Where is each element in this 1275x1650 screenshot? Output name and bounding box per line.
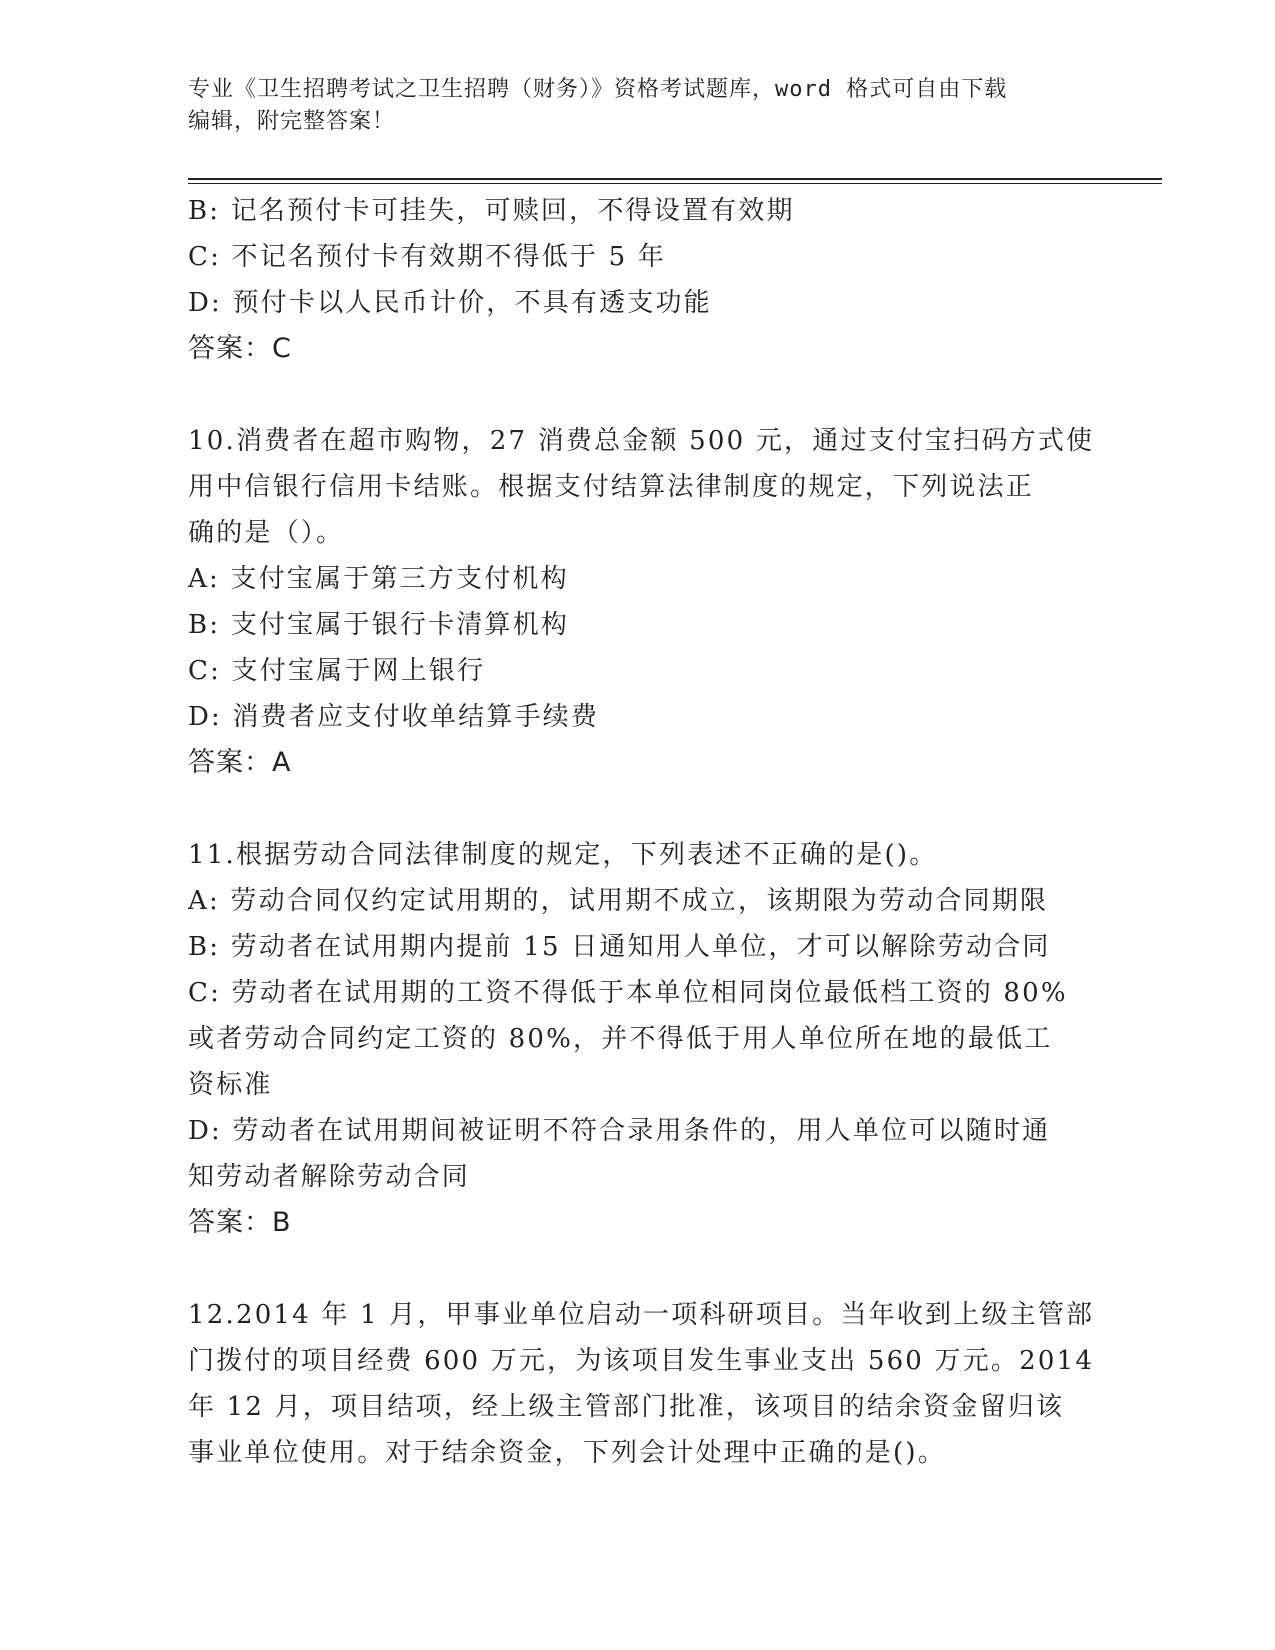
question-10 [188, 418, 1095, 786]
spacer [188, 786, 1088, 832]
q9-option-b: B: 记名预付卡可挂失，可赎回，不得设置有效期 [188, 196, 795, 226]
q11-option-c-line-2: 或者劳动合同约定工资的 80%，并不得低于用人单位所在地的最低工 [188, 1024, 1053, 1054]
q9-option-d: D: 预付卡以人民币计价，不具有透支功能 [188, 288, 712, 318]
header-line-2: 编辑，附完整答案！ [188, 109, 396, 134]
q12-stem-line-2: 门拨付的项目经费 600 万元，为该项目发生事业支出 560 万元。2014 [188, 1346, 1095, 1376]
q12-stem-line-1: 12.2014 年 1 月，甲事业单位启动一项科研项目。当年收到上级主管部 [188, 1300, 1095, 1330]
q12-stem-line-4: 事业单位使用。对于结余资金，下列会计处理中正确的是()。 [188, 1438, 946, 1468]
question-11 [188, 832, 1088, 1246]
q11-option-a: A: 劳动合同仅约定试用期的，试用期不成立，该期限为劳动合同期限 [188, 886, 1049, 916]
q10-stem-line-2: 用中信银行信用卡结账。根据支付结算法律制度的规定，下列说法正 [188, 472, 1035, 502]
q10-option-b: B: 支付宝属于银行卡清算机构 [188, 610, 570, 640]
q11-option-d-line-2: 知劳动者解除劳动合同 [188, 1162, 471, 1192]
question-12 [188, 1292, 1095, 1476]
header-rule-thick [188, 178, 1162, 180]
q10-option-c: C: 支付宝属于网上银行 [188, 656, 486, 686]
q10-answer: 答案：A [188, 747, 292, 778]
q11-option-c-line-3: 资标准 [188, 1070, 273, 1100]
q10-stem-line-3: 确的是（）。 [188, 518, 345, 548]
q11-answer: 答案：B [188, 1207, 292, 1238]
spacer [188, 1246, 1088, 1292]
q11-option-c-line-1: C: 劳动者在试用期的工资不得低于本单位相同岗位最低档工资的 80% [188, 978, 1068, 1008]
q9-answer: 答案：C [188, 333, 292, 364]
q12-stem-line-3: 年 12 月，项目结项，经上级主管部门批准，该项目的结余资金留归该 [188, 1392, 1065, 1422]
document-header [188, 74, 1068, 138]
q11-option-b: B: 劳动者在试用期内提前 15 日通知用人单位，才可以解除劳动合同 [188, 932, 1051, 962]
q11-stem-line-1: 11.根据劳动合同法律制度的规定，下列表述不正确的是()。 [188, 840, 938, 870]
q9-option-c: C: 不记名预付卡有效期不得低于 5 年 [188, 242, 666, 272]
q10-option-d: D: 消费者应支付收单结算手续费 [188, 702, 600, 732]
header-line-1: 专业《卫生招聘考试之卫生招聘（财务）》资格考试题库，word 格式可自由下载 [188, 77, 1008, 102]
q11-option-d-line-1: D: 劳动者在试用期间被证明不符合录用条件的，用人单位可以随时通 [188, 1116, 1051, 1146]
q10-stem-line-1: 10.消费者在超市购物，27 消费总金额 500 元，通过支付宝扫码方式使 [188, 426, 1095, 456]
header-rule-thin [188, 183, 1162, 184]
spacer [188, 372, 1088, 418]
q10-option-a: A: 支付宝属于第三方支付机构 [188, 564, 569, 594]
document-body [188, 188, 1095, 1476]
question-9 [188, 188, 1088, 372]
